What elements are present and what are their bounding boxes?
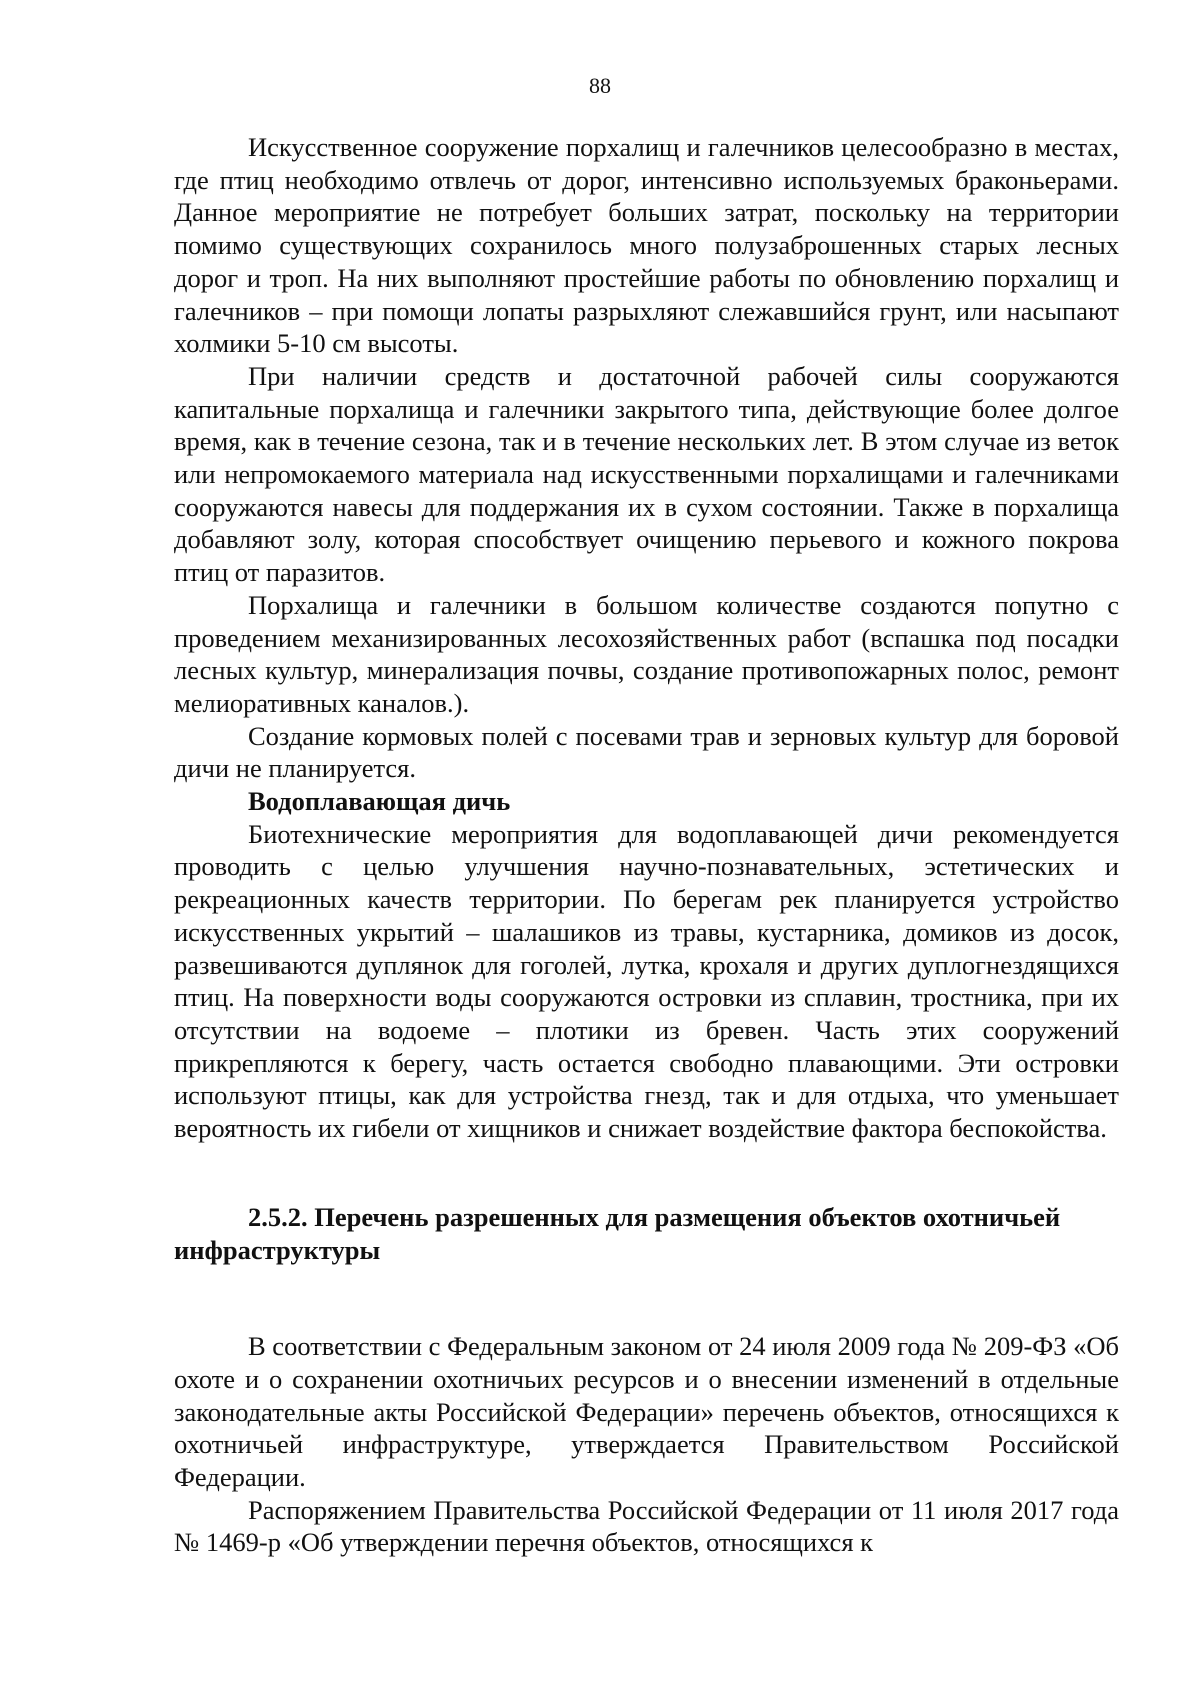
page-number: 88 [589,73,611,98]
paragraph-feeding-fields: Создание кормовых полей с посевами трав и зерновых культур для боровой дичи не планируется. [174,720,1119,784]
page-content [174,131,1119,1559]
paragraph-government-order: Распоряжением Правительства Российской Федерации от 11 июля 2017 года № 1469-р «Об утверждении перечня объектов, относящихся к [174,1494,1119,1558]
paragraph-forestry-works: Порхалища и галечники в большом количестве создаются попутно с проведением механизированных лесохозяйственных работ (вспашка под посадки лесных культур, минерализация почвы, создание противопожарных полос, ремонт мелиоративных каналов.). [174,589,1119,718]
paragraph-waterfowl-measures: Биотехнические мероприятия для водоплавающей дичи рекомендуется проводить с целью улучшения научно-познавательных, эстетических и рекреационных качеств территории. По берегам рек планируется устройство искусственных укрытий – шалашиков из травы, кустарника, домиков из досок, развешиваются дуплянок для гоголей, лутка, крохаля и других дуплогнездящихся птиц. На поверхности воды сооружаются островки из сплавин, тростника, при их отсутствии на водоеме – плотики из бревен. Часть этих сооружений прикрепляются к берегу, часть остается свободно плавающими. Эти островки используют птицы, как для устройства гнезд, так и для отдыха, что уменьшает вероятность их гибели от хищников и снижает воздействие фактора беспокойства. [174,818,1119,1144]
paragraph-artificial-dust-baths: Искусственное сооружение порхалищ и галечников целесообразно в местах, где птиц необходимо отвлечь от дорог, интенсивно используемых браконьерами. Данное мероприятие не потребует больших затрат, поскольку на территории помимо существующих сохранилось много полузаброшенных старых лесных дорог и троп. На них выполняют простейшие работы по обновлению порхалищ и галечников – при помощи лопаты разрыхляют слежавшийся грунт, или насыпают холмики 5-10 см высоты. [174,132,1119,359]
section-heading: 2.5.2. Перечень разрешенных для размещения объектов охотничьей инфраструктуры [174,1201,1061,1265]
paragraph-capital-dust-baths: При наличии средств и достаточной рабочей силы сооружаются капитальные порхалища и галечники закрытого типа, действующие более долгое время, как в течение сезона, так и в течение нескольких лет. В этом случае из веток или непромокаемого материала над искусственными порхалищами и галечниками сооружаются навесы для поддержания их в сухом состоянии. Также в порхалища добавляют золу, которая способствует очищению перьевого и кожного покрова птиц от паразитов. [174,360,1119,588]
subheading-waterfowl: Водоплавающая дичь [248,786,511,817]
heading-spacer [174,1266,1119,1330]
paragraph-federal-law: В соответствии с Федеральным законом от 24 июля 2009 года № 209-ФЗ «Об охоте и о сохранении охотничьих ресурсов и о внесении изменений в отдельные законодательные акты Российской Федерации» перечень объектов, относящихся к охотничьей инфраструктуре, утверждается Правительством Российской Федерации. [174,1331,1119,1493]
